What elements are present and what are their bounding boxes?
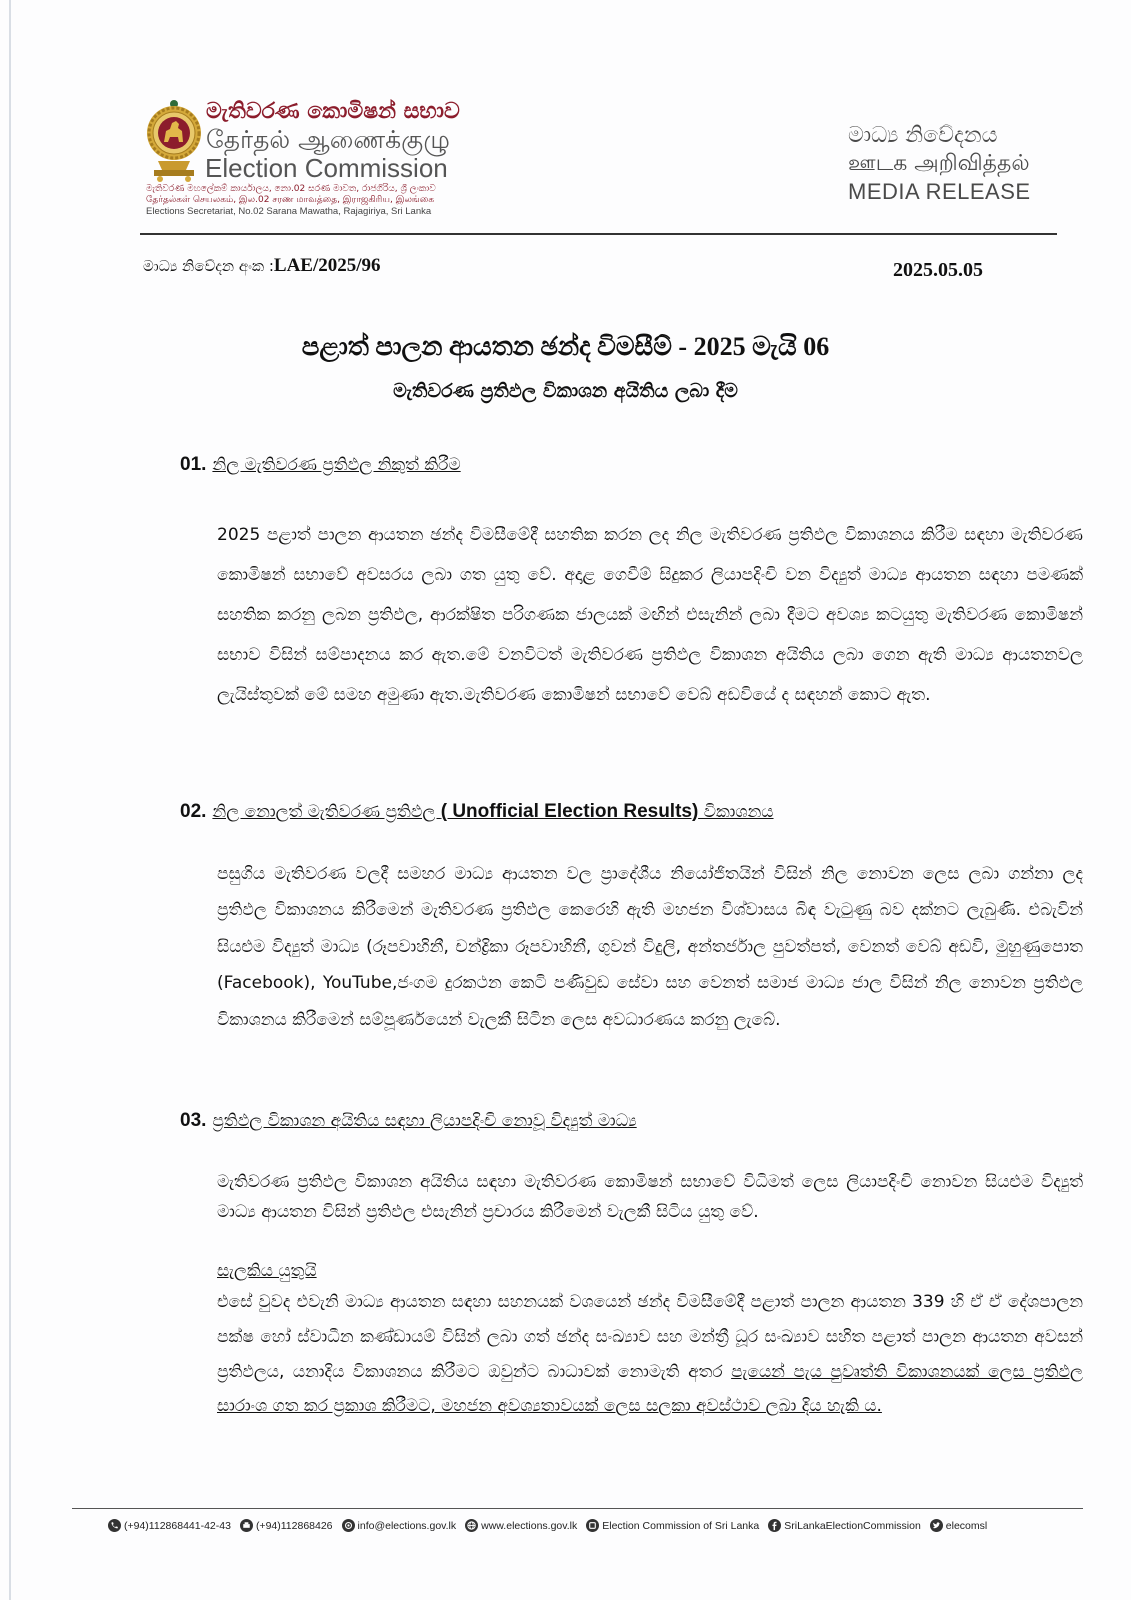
footer-fax-text: (+94)112868426	[255, 1519, 333, 1532]
address-sinhala: මැතිවරණ මහලේකම් කාර්යාලය, නො.02 සරණ මාවත, රාජගිරිය, ශ්‍රී ලංකාව	[146, 184, 436, 194]
election-commission-emblem	[145, 98, 203, 184]
page-subtitle: මැතිවරණ ප්‍රතිඵල විකාශන අයිතිය ලබා දීම	[393, 380, 738, 402]
page-title: පළාත් පාලන ආයතන ඡන්ද විමසීම් - 2025 මැයි 06	[301, 332, 830, 361]
footer-organization[interactable]	[586, 1519, 759, 1532]
fax-icon	[240, 1519, 253, 1532]
section-body: පසුගිය මැතිවරණ වලදී සමහර මාධ්‍ය ආයතන වල ප්‍රාදේශීය නියෝජිතයින් විසින් නිල නොවන ලෙස ලබා ගන්නා ලද ප්‍රතිඵල විකාශනය කිරීමෙන් මැතිවරණ ප්‍රතිඵල කෙරෙහි ඇති මහජන විශ්වාසය බිඳ වැටුණු බව දක්නට ලැබුණි. එබැවින් සියළුම විද්‍යුත් මාධ්‍ය (රූපවාහිනී, චන්ද්‍රිකා රූපවාහිනී, ගුවන් විදුලි, අන්තර්ජාල පුවත්පත්, වෙනත් වෙබ් අඩවි, මුහුණුපොත (Facebook), YouTube,ජංගම දුරකථන කෙටි පණිවුඩ සේවා සහ වෙනත් සමාජ මාධ්‍ය ජාල විසින් නිල නොවන ප්‍රතිඵල විකාශනය කිරීමෙන් සම්පූර්ණයෙන් වැලකී සිටින ලෙස අවධාරණය කරනු ලැබේ.	[217, 864, 1083, 1030]
footer-website-text[interactable]: www.elections.gov.lk	[481, 1519, 578, 1532]
note-body-text: එසේ වුවද එවැනි මාධ්‍ය ආයතන සඳහා සහනයක් වශයෙන් ඡන්ද විමසීමේදී පළාත් පාලන ආයතන 339 හි ඒ ඒ දේශපාලන පක්ෂ හෝ ස්වාධීන කණ්ඩායම් විසින් ලබා ගත් ඡන්ද සංඛ්‍යාව සහ මන්ත්‍රී ධූර සංඛ්‍යාව සහිත පළාත් පාලන ආයතන අවසන් ප්‍රතිඵලය, යනාදිය විකාශනය කිරීමට ඔවුන්ට බාධාවක් නොමැති අතර	[217, 1292, 1083, 1382]
section-body: 2025 පළාත් පාලන ආයතන ඡන්ද විමසීමේදී සහතික කරන ලද නිල මැතිවරණ ප්‍රතිඵල විකාශනය කිරීම සඳහා මැතිවරණ කොමිෂන් සභාවේ අවසරය ලබා ගත යුතු වේ. අදාළ ගෙවීම් සිදුකර ලියාපදිංචි වන විද්‍යුත් මාධ්‍ය ආයතන සඳහා පමණක් සහතික කරනු ලබන ප්‍රතිඵල, ආරක්ෂිත පරිගණක ජාලයක් මඟින් එසැනින් ලබා දීමට අවශ්‍ය කටයුතු මැතිවරණ කොමිෂන් සභාව විසින් සම්පාදනය කර ඇත.මේ වනවිටත් මැතිවරණ ප්‍රතිඵල විකාශන අයිතිය ලබා ගෙන ඇති මාධ්‍ය ආයතනවල ලැයිස්තුවක් මේ සමහ අමුණා ඇත.මැතිවරණ කොමිෂන් සභාවේ වෙබ් අඩවියේ ද සඳහන් කොට ඇත.	[217, 525, 1083, 705]
section-heading-text: ප්‍රතිඵල විකාශන අයිතිය සඳහා ලියාපදිංචි නොවූ විද්‍යුත් මාධ්‍ය	[212, 1111, 637, 1131]
footer-facebook-text[interactable]: SriLankaElectionCommission	[784, 1519, 921, 1532]
release-date: 2025.05.05	[893, 259, 983, 281]
org-name-english: Election Commission	[205, 153, 448, 183]
section-heading	[180, 454, 461, 476]
twitter-icon	[930, 1519, 943, 1532]
section-heading	[180, 1110, 637, 1132]
address-tamil: தேர்தல்கள் செயலகம், இல.02 சரண மாவத்தை, இராஜகிரிய, இலங்கை	[146, 195, 435, 205]
release-label-sinhala: මාධ්‍ය නිවේදනය	[848, 123, 998, 148]
section-heading	[180, 801, 774, 823]
release-label-tamil: ஊடக அறிவித்தல்	[848, 151, 1030, 176]
org-name-sinhala: මැතිවරණ කොමිෂන් සභාව	[206, 99, 460, 124]
footer-twitter-text[interactable]: elecomsl	[945, 1519, 988, 1532]
org-name-tamil: தேர்தல் ஆணைக்குழு	[206, 125, 450, 154]
scan-edge	[9, 0, 11, 1600]
section-number: 03.	[180, 1110, 207, 1131]
address-english: Elections Secretariat, No.02 Sarana Mawatha, Rajagiriya, Sri Lanka	[146, 206, 432, 217]
reference-number: LAE/2025/96	[273, 255, 381, 276]
globe-icon	[465, 1519, 478, 1532]
heading-part: නිල නොලත් මැතිවරණ ප්‍රතිඵල	[212, 802, 441, 822]
section-body: මැතිවරණ ප්‍රතිඵල විකාශන අයිතිය සඳහා මැතිවරණ කොමිෂන් සභාවේ විධිමත් ලෙස ලියාපදිංචි නොවන සියළුම විද්‍යුත් මාධ්‍ය ආයතන විසින් ප්‍රතිඵල එසැනින් ප්‍රචාරය කිරීමෙන් වැලකී සිටිය යුතු වේ.	[217, 1172, 1083, 1222]
section-heading-text: නිල මැතිවරණ ප්‍රතිඵල නිකුත් කිරීම	[212, 455, 461, 475]
footer-twitter[interactable]	[930, 1519, 987, 1532]
note-heading: සැලකිය යුතුයි	[217, 1261, 317, 1281]
note-body-underlined: පැයෙන් පැය පුවෘත්ති විකාශනයක් ලෙස ප්‍රතිඵල සාරාංශ ගත කර ප්‍රකාශ කිරීමට, මහජන අවශ්‍යතාවයක් ලෙස සලකා අවස්ථාව ලබා දිය හැකි ය.	[217, 1361, 1083, 1417]
footer-divider	[72, 1508, 1083, 1509]
footer-website[interactable]	[465, 1519, 577, 1532]
reference-label: මාධ්‍ය නිවේදන අංක :	[143, 257, 274, 275]
footer-email[interactable]	[342, 1519, 457, 1532]
phone-icon	[108, 1519, 121, 1532]
note-body	[217, 1285, 1083, 1424]
header-divider	[140, 233, 1057, 235]
heading-part: විකාශනය	[698, 802, 774, 822]
footer-fax	[240, 1519, 333, 1532]
facebook-icon	[768, 1519, 781, 1532]
footer-contacts	[108, 1519, 1048, 1532]
heading-english-part: ( Unofficial Election Results)	[440, 801, 699, 822]
footer-facebook[interactable]	[768, 1519, 921, 1532]
footer-organization-text[interactable]: Election Commission of Sri Lanka	[602, 1519, 760, 1532]
reference-line	[143, 255, 381, 277]
email-icon	[342, 1519, 355, 1532]
organization-icon	[586, 1519, 599, 1532]
release-label-english: MEDIA RELEASE	[848, 179, 1031, 204]
section-number: 01.	[180, 454, 207, 475]
section-number: 02.	[180, 801, 207, 822]
footer-phone-text: (+94)112868441-42-43	[124, 1519, 231, 1532]
media-release-label	[848, 122, 1058, 206]
footer-email-text[interactable]: info@elections.gov.lk	[357, 1519, 457, 1532]
footer-phone	[108, 1519, 231, 1532]
section-heading-text	[212, 802, 773, 822]
